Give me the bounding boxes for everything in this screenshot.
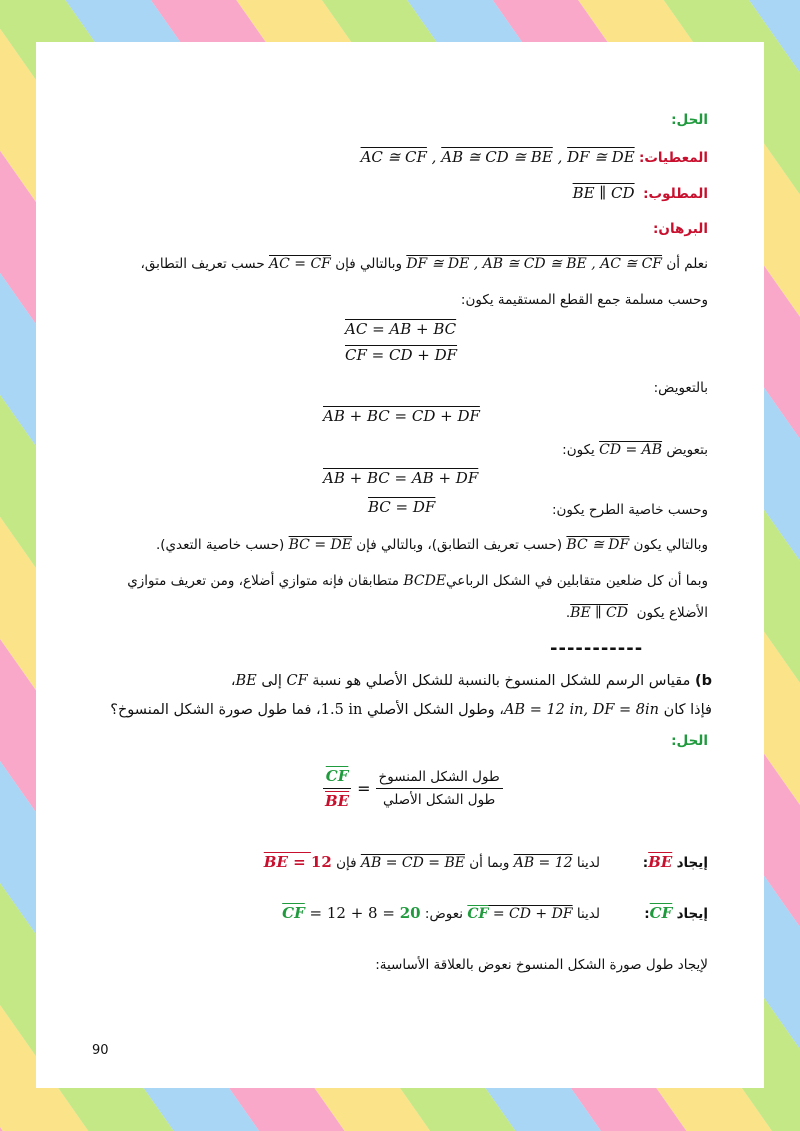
equation-cf: CF = CD + DF (345, 346, 458, 364)
formula-equals: = (357, 779, 371, 798)
required-line (573, 183, 708, 204)
equation-ac: AC = AB + BC (345, 320, 457, 338)
required-label: المطلوب: (643, 186, 708, 202)
subtraction-label: وحسب خاصية الطرح يكون: (551, 502, 708, 518)
page-number: 90 (92, 1043, 109, 1058)
given-ac-cf: AC ≅ CF (360, 148, 427, 166)
equation-substituted-2: AB + BC = AB + DF (323, 469, 479, 487)
proof-line-5: الأضلاع يكون BE ∥ CD. (565, 605, 708, 621)
part-b-line-2: فإذا كان AB = 12 in, DF = 8in، وطول الشكل الأصلي 1.5 in، فما طول صورة الشكل المنسوخ؟ (110, 702, 712, 718)
given-df-de: DF ≅ DE (567, 148, 635, 166)
formula-left-fraction: $\frac{\overline{CF}}{BE}$ (322, 767, 352, 810)
proof-line-3: وبالتالي يكون BC ≅ DF (حسب تعريف التطابق)، وبالتالي فإن BC = DE (حسب خاصية التعدي). (155, 537, 708, 553)
find-be-line: لدينا AB = 12 وبما أن AB = CD = BE فإن BE = 12 (263, 853, 600, 871)
givens-expressions: AC ≅ CF , AB ≅ CD ≅ BE , DF ≅ DE (360, 148, 635, 166)
be-result: BE = 12 (263, 853, 332, 871)
equation-bc-df: BC = DF (368, 498, 436, 516)
proof-label: البرهان: (653, 221, 708, 237)
substitution-label: بالتعويض: (653, 380, 708, 396)
proof-line-4: وبما أن كل ضلعين متقابلين في الشكل الرباعيBCDE متطابقان فإنه متوازي أضلاع، ومن تعريف متوازي (127, 573, 708, 589)
find-cf-label: إيجاد $\overline{CF}$: (644, 904, 708, 922)
equation-substituted: AB + BC = CD + DF (323, 407, 480, 425)
part-b-solution-heading: الحل: (671, 733, 708, 749)
find-cf-line: لدينا $\overline{CF}$ = CD + DF نعوض: $\overline{CF} = 12 + 8 = 20$ (282, 904, 600, 922)
formula-right-fraction-visible: $\frac{\text{طول الشكل المنسوخ}}{\text{طول الشكل الأصلي}}$ (376, 769, 503, 808)
final-instruction: لإيجاد طول صورة الشكل المنسوخ نعوض بالعلاقة الأساسية: (375, 957, 708, 973)
part-b-line-1: b) مقياس الرسم للشكل المنسوخ بالنسبة للشكل الأصلي هو نسبة CF إلى BE، (230, 673, 712, 689)
proof-line-1: نعلم أن DF ≅ DE , AB ≅ CD ≅ BE , AC ≅ CF وبالتالي فإن AC = CF حسب تعريف التطابق، (140, 256, 708, 272)
givens-line (361, 147, 708, 168)
given-ab-cd-be: AB ≅ CD ≅ BE (441, 148, 553, 166)
find-be-label: إيجاد $\overline{BE}$: (642, 853, 708, 871)
cf-sum: $\overline{CF}$ = CD + DF (467, 906, 573, 922)
solution-heading: الحل: (671, 112, 708, 128)
givens-label: المعطيات: (638, 150, 708, 166)
proof-line-2: وحسب مسلمة جمع القطع المستقيمة يكون: (460, 292, 708, 308)
scale-formula-inline (322, 766, 503, 810)
part-b-marker: b) (694, 673, 712, 689)
cf-result: $\overline{CF} = 12 + 8 = 20$ (282, 904, 421, 922)
required-expr: BE ∥ CD (572, 184, 635, 202)
section-separator: ----------- (550, 638, 644, 659)
substitution-line-2: بتعويض CD = AB يكون: (562, 442, 708, 458)
